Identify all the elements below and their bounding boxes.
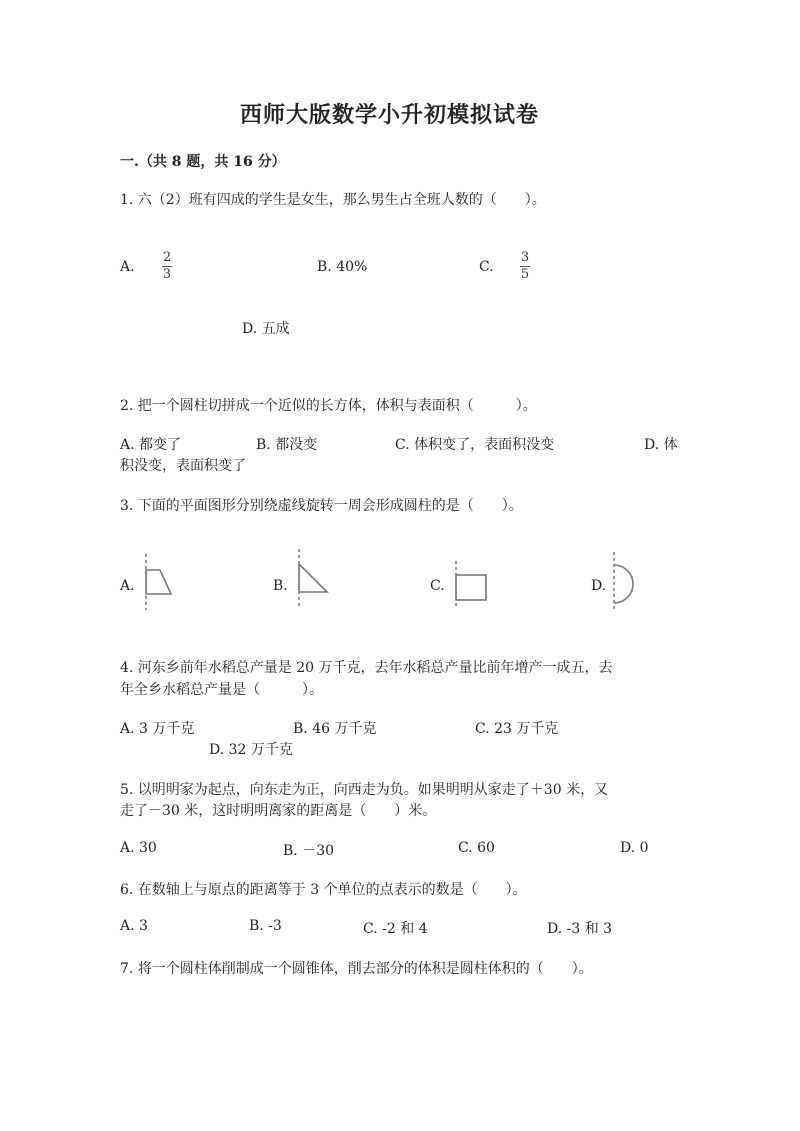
q6-option-c[interactable]: C. -2 和 4: [363, 921, 428, 937]
q2-option-d-line2[interactable]: 积没变，表面积变了: [120, 458, 246, 474]
q1-option-c-label[interactable]: C.: [479, 259, 494, 275]
q2-option-c[interactable]: C. 体积变了，表面积没变: [395, 437, 555, 453]
fraction-denominator: 5: [520, 267, 530, 282]
q4-option-d[interactable]: D. 32 万千克: [209, 742, 293, 758]
q5-option-b[interactable]: B. －30: [283, 843, 335, 859]
q2-option-a[interactable]: A. 都变了: [120, 437, 182, 453]
question-5-line2: 走了－30 米，这时明明离家的距离是（ ）米。: [120, 803, 437, 819]
question-6-text: 6. 在数轴上与原点的距离等于 3 个单位的点表示的数是（ ）。: [120, 882, 527, 898]
q3-shape-b-triangle: [290, 547, 332, 613]
q6-option-b[interactable]: B. -3: [249, 918, 282, 934]
question-3-text: 3. 下面的平面图形分别绕虚线旋转一周会形成圆柱的是（ ）。: [120, 498, 523, 514]
q3-shape-c-rectangle: [449, 559, 493, 609]
q1-option-c-fraction: [520, 251, 530, 282]
question-4-line1: 4. 河东乡前年水稻总产量是 20 万千克，去年水稻总产量比前年增产一成五，去: [120, 660, 613, 676]
question-2-text: 2. 把一个圆柱切拼成一个近似的长方体，体积与表面积（ ）。: [120, 398, 537, 414]
q3-shape-d-semicircle: [606, 550, 640, 614]
question-4-line2: 年全乡水稻总产量是（ ）。: [120, 682, 323, 698]
fraction-numerator: 3: [520, 250, 530, 265]
question-5-line1: 5. 以明明家为起点，向东走为正，向西走为负。如果明明从家走了＋30 米，又: [120, 782, 609, 798]
q3-shape-a-trapezoid: [138, 552, 178, 612]
q5-option-a[interactable]: A. 30: [120, 840, 157, 856]
fraction-denominator: 3: [162, 267, 172, 282]
q3-option-d[interactable]: D.: [591, 578, 607, 594]
q1-option-a-label[interactable]: A.: [120, 259, 135, 275]
q4-option-c[interactable]: C. 23 万千克: [475, 721, 559, 737]
q4-option-b[interactable]: B. 46 万千克: [293, 721, 377, 737]
q5-option-d[interactable]: D. 0: [620, 840, 649, 856]
q3-option-c[interactable]: C.: [430, 578, 445, 594]
q1-option-b[interactable]: B. 40%: [317, 259, 368, 275]
q6-option-d[interactable]: D. -3 和 3: [547, 921, 613, 937]
q5-option-c[interactable]: C. 60: [458, 840, 495, 856]
q1-option-a-fraction: [162, 251, 172, 282]
page-title: 西师大版数学小升初模拟试卷: [240, 102, 540, 128]
q1-option-d[interactable]: D. 五成: [242, 321, 290, 337]
section-header: 一.（共 8 题，共 16 分）: [120, 154, 286, 170]
q2-option-d-line1[interactable]: D. 体: [644, 437, 678, 453]
question-7-text: 7. 将一个圆柱体削制成一个圆锥体，削去部分的体积是圆柱体积的（ ）。: [120, 961, 593, 977]
question-1-text: 1. 六（2）班有四成的学生是女生，那么男生占全班人数的（ ）。: [120, 192, 546, 208]
q4-option-a[interactable]: A. 3 万千克: [120, 721, 195, 737]
q3-option-b[interactable]: B.: [273, 578, 288, 594]
q6-option-a[interactable]: A. 3: [120, 918, 148, 934]
q2-option-b[interactable]: B. 都没变: [256, 437, 318, 453]
q3-option-a[interactable]: A.: [120, 578, 135, 594]
fraction-numerator: 2: [162, 250, 172, 265]
